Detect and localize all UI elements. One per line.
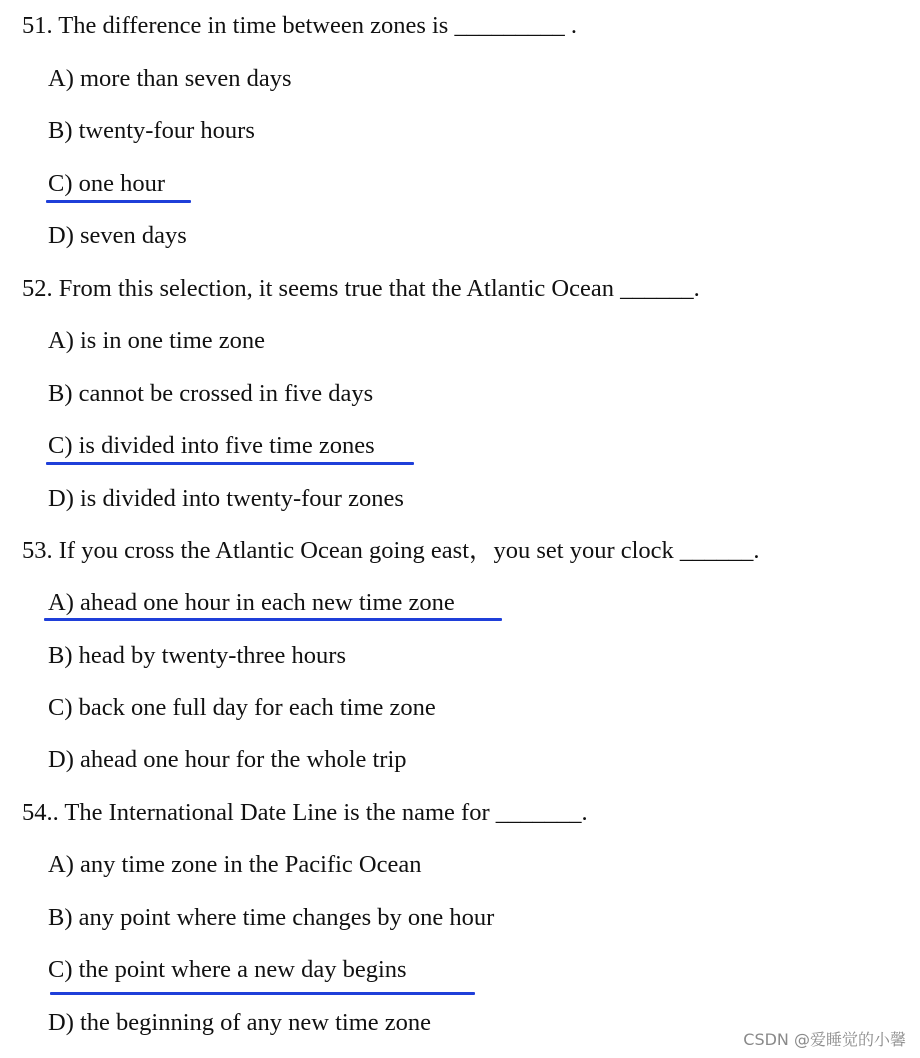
answer-underline-52 [46,462,414,465]
question-51-option-c: C) one hour [48,170,166,197]
question-51-option-d: D) seven days [48,222,187,249]
question-52-stem: 52. From this selection, it seems true that the Atlantic Ocean ______. [22,275,700,302]
question-54-option-b: B) any point where time changes by one hour [48,904,495,931]
question-53-option-d: D) ahead one hour for the whole trip [48,746,407,773]
question-54-stem: 54.. The International Date Line is the name for _______. [22,799,588,826]
question-54-option-c: C) the point where a new day begins [48,956,407,983]
question-52-option-d: D) is divided into twenty-four zones [48,485,404,512]
question-54-option-d: D) the beginning of any new time zone [48,1009,432,1036]
answer-underline-53 [44,618,502,621]
answer-underline-51 [46,200,191,203]
question-52-option-c: C) is divided into five time zones [48,432,375,459]
question-51-option-b: B) twenty-four hours [48,117,255,144]
question-54-option-a: A) any time zone in the Pacific Ocean [48,851,422,878]
question-53-stem: 53. If you cross the Atlantic Ocean going east，you set your clock ______. [22,537,760,564]
watermark: CSDN @爱睡觉的小馨 [743,1030,906,1049]
question-53-option-b: B) head by twenty-three hours [48,642,346,669]
question-52-option-b: B) cannot be crossed in five days [48,380,374,407]
question-51-option-a: A) more than seven days [48,65,292,92]
question-52-option-a: A) is in one time zone [48,327,266,354]
question-53-option-c: C) back one full day for each time zone [48,694,436,721]
question-51-stem: 51. The difference in time between zones is _________ . [22,12,577,39]
answer-underline-54 [50,992,475,995]
question-53-option-a: A) ahead one hour in each new time zone [48,589,455,616]
